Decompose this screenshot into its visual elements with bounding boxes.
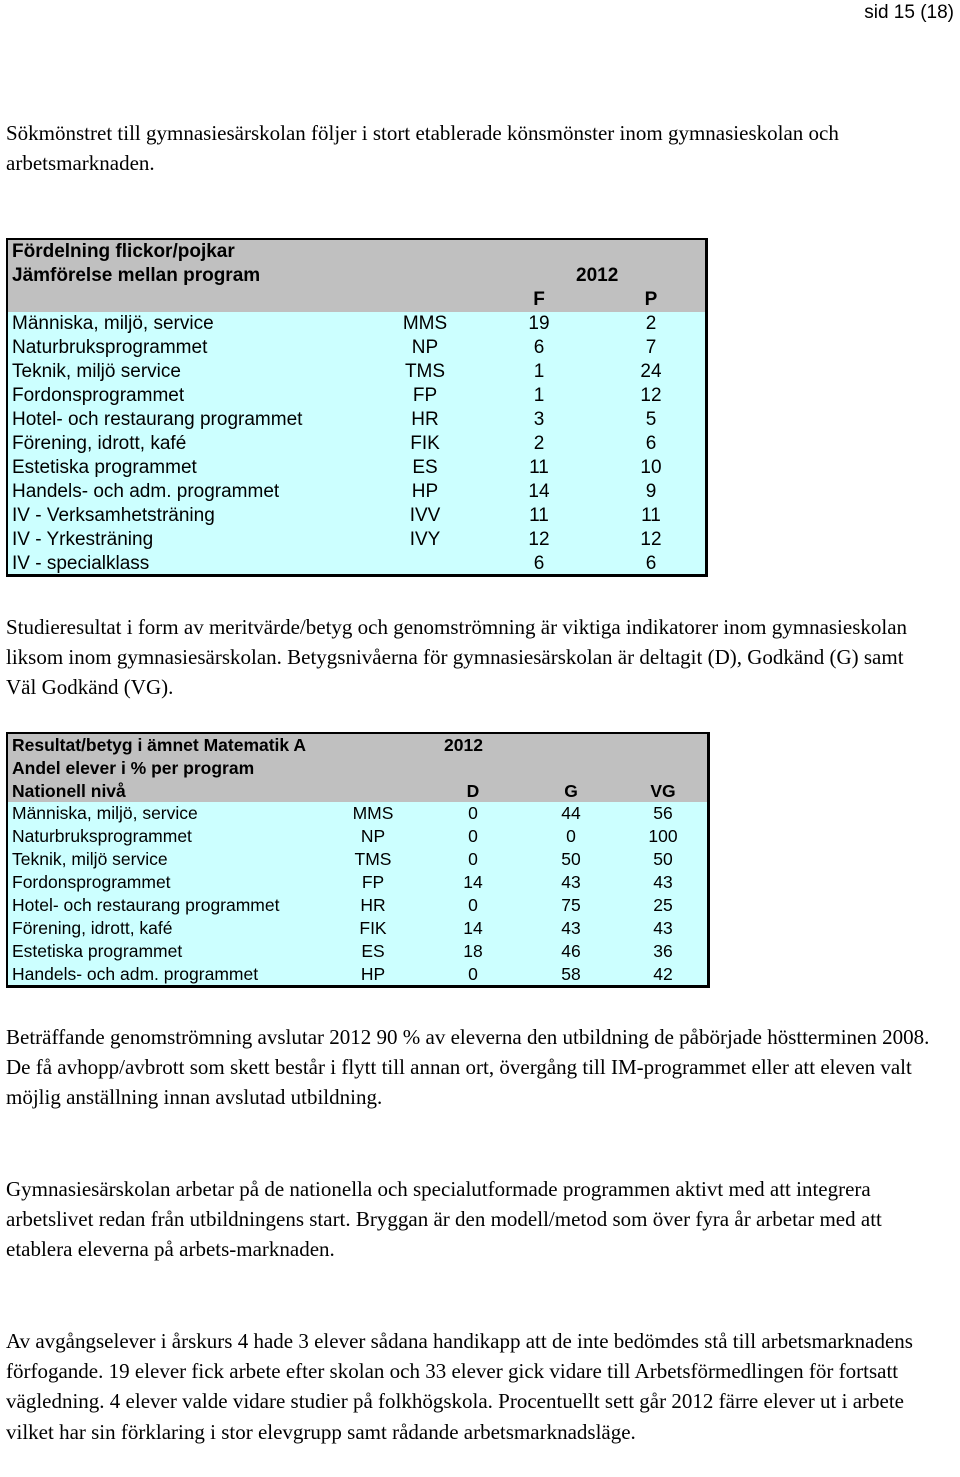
program-code: MMS — [402, 313, 448, 334]
table-row — [8, 871, 707, 894]
program-code: TMS — [354, 849, 392, 869]
table-row — [8, 802, 707, 825]
column-header-d: D — [466, 781, 480, 801]
program-code: TMS — [404, 361, 446, 382]
column-header-vg: VG — [650, 781, 676, 801]
program-name: Teknik, miljö service — [12, 361, 181, 382]
program-code: HP — [360, 964, 386, 984]
grade-g-percent: 44 — [561, 803, 581, 823]
table-row — [8, 312, 705, 336]
table-title: Resultat/betyg i ämnet Matematik A — [12, 735, 307, 755]
table-row — [8, 940, 707, 963]
grade-d-percent: 0 — [468, 803, 478, 823]
grade-d-percent: 18 — [463, 941, 483, 961]
boys-count: 24 — [640, 361, 662, 382]
study-results-paragraph: Studieresultat i form av meritvärde/betyg och genomströmning är viktiga indikatorer inom gymnasieskolan liksom inom gymnasiesärskolan. Betygsnivåerna för gymnasiesärskolan är deltagit (D), Godkänd (G) samt Väl Godkänd (VG). — [6, 615, 908, 700]
table-body — [8, 802, 707, 985]
program-code: NP — [411, 337, 439, 358]
throughput-paragraph: Beträffande genomströmning avslutar 2012 90 % av eleverna den utbildning de påbörjade höstterminen 2008. De få avhopp/avbrott som skett består i flytt till annan ort, övergång till IM-programmet eller att eleven valt möjlig anställning innan avslutad utbildning. — [6, 1025, 930, 1110]
program-code: HR — [360, 895, 386, 915]
table-header — [8, 734, 707, 803]
grade-vg-percent: 56 — [653, 803, 673, 823]
page-number: sid 15 (18) — [864, 2, 954, 23]
table-row — [8, 848, 707, 871]
intro-paragraph: Sökmönstret till gymnasiesärskolan följer i stort etablerade könsmönster inom gymnasieskolan och arbetsmarknaden. — [6, 121, 839, 176]
table-row — [8, 384, 705, 408]
program-name: Hotel- och restaurang programmet — [12, 409, 303, 430]
program-code: FP — [361, 872, 385, 892]
program-name: Människa, miljö, service — [12, 313, 214, 334]
working-life-paragraph: Gymnasiesärskolan arbetar på de nationella och specialutformade programmen aktivt med att integrera arbetslivet redan från utbildningens start. Bryggan är den modell/metod som över fyra år arbetar med att etablera eleverna på arbets-marknaden. — [6, 1177, 882, 1262]
grade-d-percent: 0 — [468, 895, 478, 915]
program-code: FIK — [359, 918, 387, 938]
table-row — [8, 336, 705, 360]
boys-count: 6 — [645, 553, 657, 574]
program-name: IV - Yrkesträning — [12, 529, 154, 550]
girls-count: 1 — [533, 361, 545, 382]
table-body — [8, 312, 705, 574]
program-code: IVV — [409, 505, 441, 526]
program-code: HR — [411, 409, 439, 430]
table-row — [8, 825, 707, 848]
grade-g-percent: 43 — [561, 918, 581, 938]
program-name: Människa, miljö, service — [12, 803, 198, 823]
girls-count: 19 — [528, 313, 550, 334]
grade-g-percent: 75 — [561, 895, 581, 915]
boys-count: 10 — [640, 457, 662, 478]
grade-d-percent: 14 — [463, 918, 483, 938]
program-code: FIK — [410, 433, 440, 454]
boys-count: 5 — [645, 409, 657, 430]
program-code: ES — [361, 941, 385, 961]
grade-vg-percent: 43 — [653, 872, 673, 892]
grade-g-percent: 43 — [561, 872, 581, 892]
leavers-paragraph: Av avgångselever i årskurs 4 hade 3 elever sådana handikapp att de inte bedömdes stå till arbetsmarknadens förfogande. 19 elever fick arbete efter skolan och 33 elever gick vidare till Arbetsförmedlingen för fortsatt vägledning. 4 elever valde vidare studier på folkhögskola. Procentuellt sett går 2012 färre elever ut i arbete vilket har sin förklaring i stor elevgrupp samt rådande arbetsmarknadsläge. — [6, 1329, 913, 1444]
grade-g-percent: 46 — [561, 941, 581, 961]
program-name: Estetiska programmet — [12, 457, 197, 478]
table-year: 2012 — [444, 735, 483, 755]
program-name: Förening, idrott, kafé — [12, 433, 187, 454]
grade-d-percent: 14 — [463, 872, 483, 892]
table-row — [8, 894, 707, 917]
program-name: Naturbruksprogrammet — [12, 826, 192, 846]
grade-vg-percent: 100 — [648, 826, 678, 846]
boys-count: 2 — [645, 313, 657, 334]
column-header-f: F — [533, 289, 545, 310]
table-level-label: Nationell nivå — [12, 781, 126, 801]
program-name: Förening, idrott, kafé — [12, 918, 173, 938]
program-name: Naturbruksprogrammet — [12, 337, 208, 358]
table-subtitle: Andel elever i % per program — [12, 758, 255, 778]
program-code: IVY — [409, 529, 441, 550]
girls-count: 11 — [529, 457, 549, 478]
table-title: Fördelning flickor/pojkar — [12, 241, 235, 262]
table-row — [8, 480, 705, 504]
girls-count: 11 — [529, 505, 549, 526]
girls-count: 6 — [533, 337, 545, 358]
table-row — [8, 360, 705, 384]
boys-count: 7 — [645, 337, 657, 358]
gender-distribution-table — [6, 238, 708, 577]
table-row — [8, 456, 705, 480]
grade-g-percent: 58 — [561, 964, 581, 984]
boys-count: 11 — [641, 505, 661, 526]
grade-g-percent: 50 — [561, 849, 581, 869]
grade-d-percent: 0 — [468, 849, 478, 869]
table-row — [8, 963, 707, 986]
girls-count: 1 — [533, 385, 545, 406]
program-name: Fordonsprogrammet — [12, 385, 185, 406]
girls-count: 2 — [533, 433, 545, 454]
program-code: ES — [412, 457, 438, 478]
program-code: NP — [360, 826, 386, 846]
program-code: MMS — [352, 803, 394, 823]
table-row — [8, 504, 705, 528]
table-row — [8, 552, 705, 576]
table-header — [8, 240, 705, 313]
table-subtitle: Jämförelse mellan program — [12, 265, 261, 286]
grade-g-percent: 0 — [566, 826, 576, 846]
column-header-p: P — [644, 289, 658, 310]
program-code: HP — [411, 481, 439, 502]
program-name: Handels- och adm. programmet — [12, 964, 259, 984]
girls-count: 6 — [533, 553, 545, 574]
grade-vg-percent: 50 — [653, 849, 673, 869]
program-name: Handels- och adm. programmet — [12, 481, 280, 502]
program-name: IV - specialklass — [12, 553, 150, 574]
table-year: 2012 — [576, 265, 619, 286]
boys-count: 12 — [640, 385, 662, 406]
program-name: Hotel- och restaurang programmet — [12, 895, 280, 915]
grade-d-percent: 0 — [468, 826, 478, 846]
table-row — [8, 528, 705, 552]
table-row — [8, 917, 707, 940]
program-name: Teknik, miljö service — [12, 849, 168, 869]
grade-vg-percent: 36 — [653, 941, 673, 961]
grade-vg-percent: 43 — [653, 918, 673, 938]
program-name: IV - Verksamhetsträning — [12, 505, 215, 526]
grade-d-percent: 0 — [468, 964, 478, 984]
math-results-table — [6, 732, 710, 988]
boys-count: 12 — [640, 529, 662, 550]
girls-count: 3 — [533, 409, 545, 430]
program-name: Fordonsprogrammet — [12, 872, 171, 892]
program-code: FP — [412, 385, 438, 406]
program-name: Estetiska programmet — [12, 941, 183, 961]
girls-count: 12 — [528, 529, 550, 550]
grade-vg-percent: 42 — [653, 964, 673, 984]
boys-count: 6 — [645, 433, 657, 454]
column-header-g: G — [564, 781, 578, 801]
table-row — [8, 432, 705, 456]
grade-vg-percent: 25 — [653, 895, 673, 915]
table-row — [8, 408, 705, 432]
girls-count: 14 — [528, 481, 550, 502]
boys-count: 9 — [645, 481, 657, 502]
